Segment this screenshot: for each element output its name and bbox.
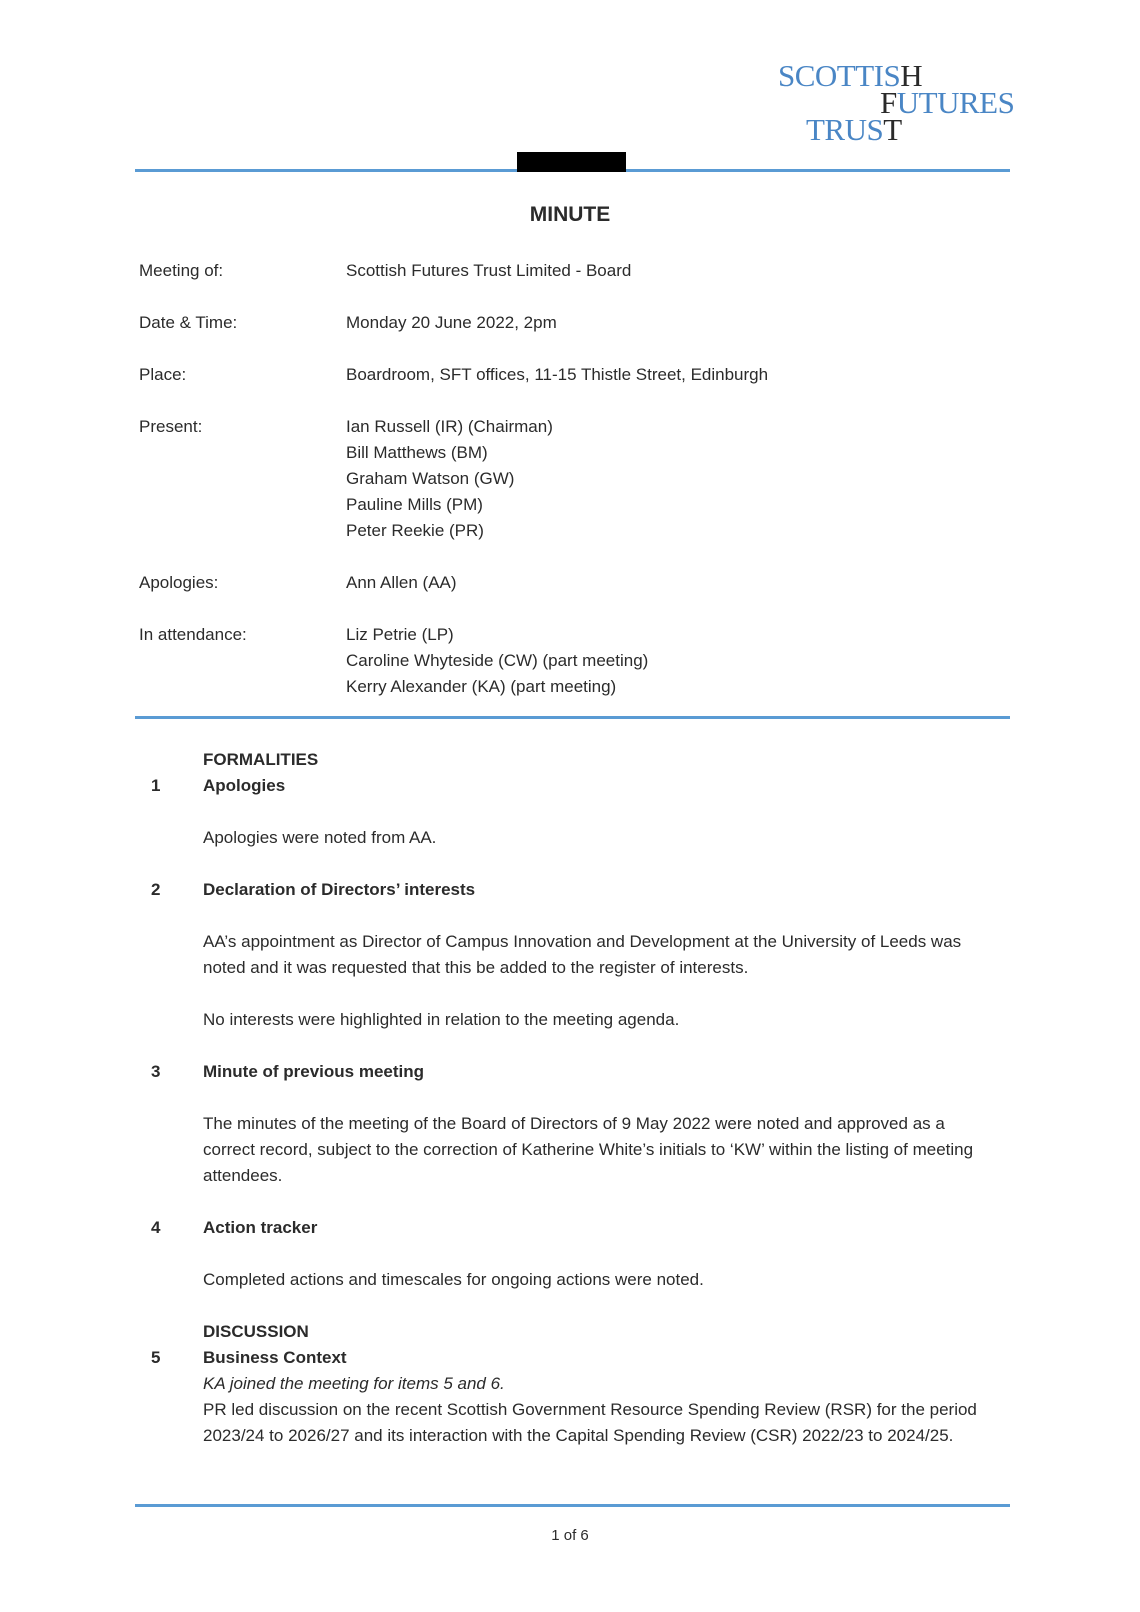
- item-title: Minute of previous meeting: [203, 1062, 425, 1081]
- item-title: Action tracker: [203, 1218, 318, 1237]
- logo-line-3: TRUST: [806, 112, 902, 147]
- section-heading-formalities: FORMALITIES: [203, 750, 319, 769]
- meta-row-apologies: [139, 570, 999, 596]
- meta-row-present: [139, 414, 999, 544]
- footer-rule: [135, 1504, 1010, 1507]
- item-number: 5: [151, 1348, 161, 1367]
- item-paragraph: The minutes of the meeting of the Board of Directors of 9 May 2022 were noted and approved as a correct record, subject to the correction of Katherine White’s initials to ‘KW’ within the listing of meeting attendees.: [203, 1114, 974, 1185]
- item-number: 4: [151, 1218, 161, 1237]
- meta-value: Boardroom, SFT offices, 11-15 Thistle Street, Edinburgh: [346, 365, 769, 384]
- meta-label: Apologies:: [139, 573, 219, 592]
- item-title: Business Context: [203, 1348, 347, 1367]
- meta-label: Place:: [139, 365, 187, 384]
- agenda-item-1: [151, 773, 1001, 851]
- meta-value: Liz Petrie (LP) Caroline Whyteside (CW) (part meeting) Kerry Alexander (KA) (part meeting): [346, 625, 649, 696]
- section-rule: [135, 716, 1010, 719]
- meta-label: Present:: [139, 417, 203, 436]
- item-number: 2: [151, 880, 161, 899]
- item-paragraph: AA’s appointment as Director of Campus Innovation and Development at the University of Leeds was noted and it was requested that this be added to the register of interests.: [203, 932, 962, 977]
- agenda-item-3: [151, 1059, 1001, 1189]
- section-heading-discussion: DISCUSSION: [203, 1322, 309, 1341]
- item-number: 1: [151, 776, 161, 795]
- logo-line-1: SCOTTISH: [778, 58, 923, 93]
- meta-label: Date & Time:: [139, 313, 238, 332]
- minute-body: [151, 747, 1001, 1449]
- agenda-item-2: [151, 877, 1001, 1033]
- logo-line-2: FUTURES: [880, 85, 1015, 120]
- item-title: Apologies: [203, 776, 286, 795]
- agenda-item-4: [151, 1215, 1001, 1293]
- meta-value: Scottish Futures Trust Limited - Board: [346, 261, 632, 280]
- item-number: 3: [151, 1062, 161, 1081]
- sft-logo: [778, 58, 1015, 152]
- meta-value: Monday 20 June 2022, 2pm: [346, 313, 557, 332]
- meeting-details: [139, 258, 999, 726]
- meta-row-attendance: [139, 622, 999, 700]
- document-title: MINUTE: [529, 203, 611, 226]
- meta-label: In attendance:: [139, 625, 247, 644]
- meta-row-date: [139, 310, 999, 336]
- agenda-item-5: [151, 1345, 1001, 1449]
- meta-value: Ian Russell (IR) (Chairman) Bill Matthews (BM) Graham Watson (GW) Pauline Mills (PM) Peter Reekie (PR): [346, 417, 553, 540]
- item-paragraph: Apologies were noted from AA.: [203, 828, 437, 847]
- item-paragraph: PR led discussion on the recent Scottish Government Resource Spending Review (RSR) for the period 2023/24 to 2026/27 and its interaction with the Capital Spending Review (CSR) 2022/23 to 2024/25.: [203, 1400, 977, 1445]
- meta-row-place: [139, 362, 999, 388]
- item-paragraph: Completed actions and timescales for ongoing actions were noted.: [203, 1270, 704, 1289]
- item-title: Declaration of Directors’ interests: [203, 880, 476, 899]
- meta-label: Meeting of:: [139, 261, 224, 280]
- meta-value: Ann Allen (AA): [346, 573, 457, 592]
- item-note: KA joined the meeting for items 5 and 6.: [203, 1374, 505, 1393]
- meta-row-meeting: [139, 258, 999, 284]
- redaction-box: [517, 152, 626, 172]
- item-paragraph: No interests were highlighted in relation to the meeting agenda.: [203, 1010, 680, 1029]
- page-number: 1 of 6: [551, 1527, 589, 1544]
